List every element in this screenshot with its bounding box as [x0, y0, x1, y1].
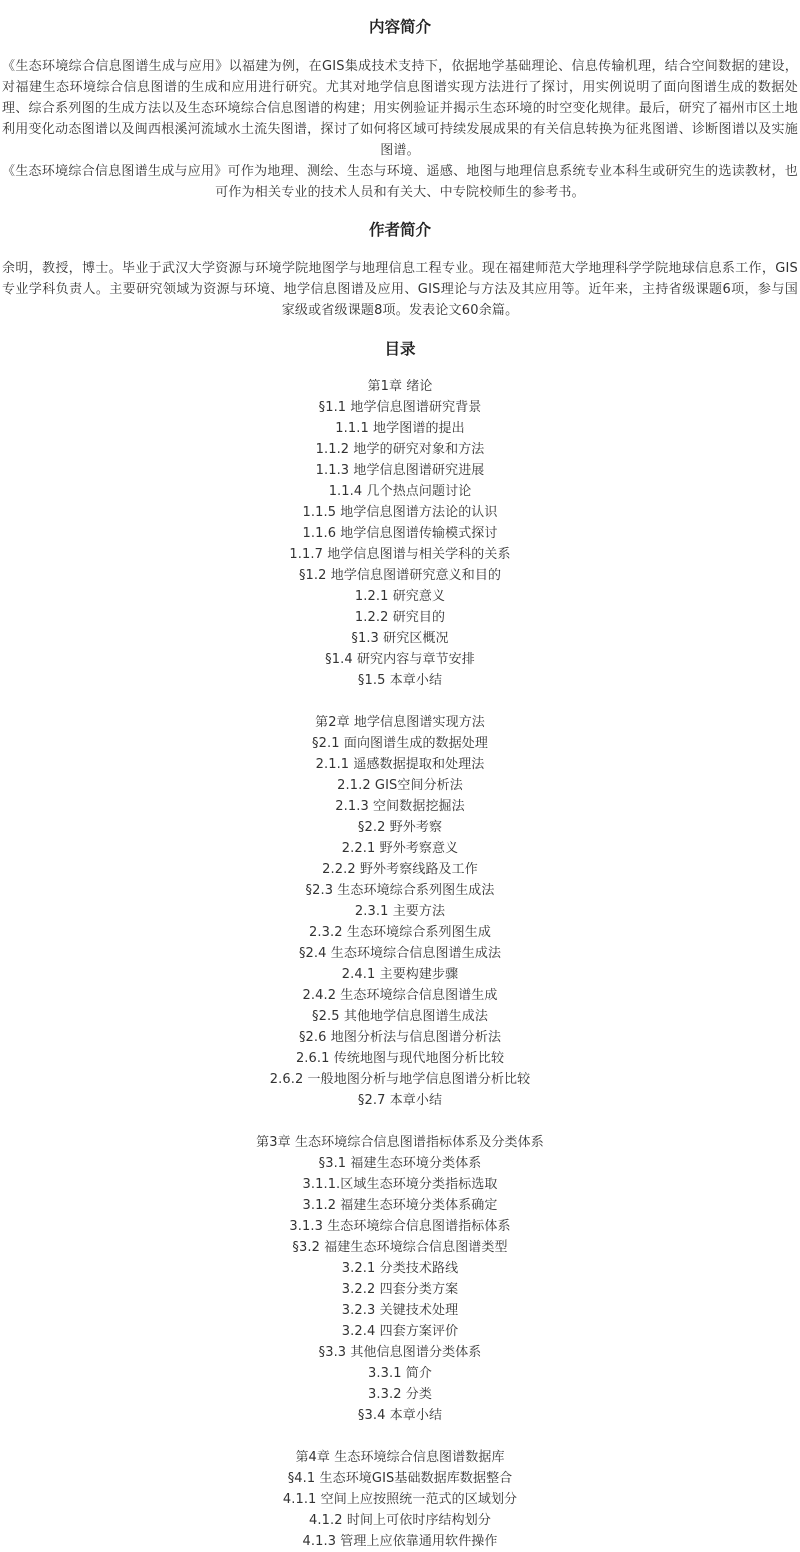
toc-entry: §4.1 生态环境GIS基础数据库数据整合 — [287, 1471, 513, 1486]
toc-entry: 3.2.1 分类技术路线 — [341, 1261, 459, 1276]
intro-paragraph-2: 《生态环境综合信息图谱生成与应用》可作为地理、测绘、生态与环境、遥感、地图与地理信息系统专业本科生或研究生的选读教材，也可作为相关专业的技术人员和有关大、中专院校师生的参考书。 — [2, 164, 798, 200]
toc-entry: 3.3.1 简介 — [367, 1366, 432, 1381]
toc-entry: 3.2.2 四套分类方案 — [341, 1282, 459, 1297]
toc-entry: 1.1.4 几个热点问题讨论 — [328, 484, 472, 499]
toc-entry: 1.1.7 地学信息图谱与相关学科的关系 — [289, 547, 511, 562]
toc-entry: 1.1.6 地学信息图谱传输模式探讨 — [302, 526, 498, 541]
toc-entry: 1.2.2 研究目的 — [354, 610, 446, 625]
toc-entry: §3.2 福建生态环境综合信息图谱类型 — [292, 1240, 508, 1255]
toc-entry: §3.1 福建生态环境分类体系 — [318, 1156, 482, 1171]
toc-chapter-title: 第1章 绪论 — [367, 379, 433, 394]
toc-entry: 2.1.1 遥感数据提取和处理法 — [315, 757, 485, 772]
toc-entry: 3.3.2 分类 — [367, 1387, 432, 1402]
toc-entry: 2.2.1 野外考察意义 — [341, 841, 459, 856]
toc-entry: 2.2.2 野外考察线路及工作 — [322, 862, 478, 877]
toc-entry: §1.3 研究区概况 — [351, 631, 449, 646]
toc-entry: 1.1.2 地学的研究对象和方法 — [315, 442, 485, 457]
table-of-contents — [2, 376, 798, 1552]
intro-section — [2, 56, 798, 203]
toc-chapter-title: 第4章 生态环境综合信息图谱数据库 — [295, 1450, 505, 1465]
toc-chapter-block — [2, 1132, 798, 1426]
toc-entry: 4.1.3 管理上应依靠通用软件操作 — [302, 1534, 498, 1549]
toc-entry: §1.2 地学信息图谱研究意义和目的 — [298, 568, 502, 583]
author-paragraph: 余明，教授，博士。毕业于武汉大学资源与环境学院地图学与地理信息工程专业。现在福建师范大学地理科学学院地球信息系工作，GIS专业学科负责人。主要研究领域为资源与环境、地学信息图谱及应用、GIS理论与方法及其应用等。近年来，主持省级课题6项，参与国家级或省级课题8项。发表论文60余篇。 — [2, 261, 798, 318]
toc-chapter-title: 第2章 地学信息图谱实现方法 — [315, 715, 485, 730]
toc-entry: 2.6.2 一般地图分析与地学信息图谱分析比较 — [269, 1072, 531, 1087]
toc-entry: 3.1.3 生态环境综合信息图谱指标体系 — [289, 1219, 511, 1234]
toc-entry: §2.7 本章小结 — [357, 1093, 443, 1108]
toc-entry: 2.6.1 传统地图与现代地图分析比较 — [295, 1051, 505, 1066]
author-section — [2, 258, 798, 321]
toc-entry: 1.1.5 地学信息图谱方法论的认识 — [302, 505, 498, 520]
toc-entry: 2.4.2 生态环境综合信息图谱生成 — [302, 988, 498, 1003]
toc-entry: §2.6 地图分析法与信息图谱分析法 — [298, 1030, 502, 1045]
toc-entry: 2.1.2 GIS空间分析法 — [337, 778, 463, 793]
toc-entry: 2.3.1 主要方法 — [354, 904, 446, 919]
toc-entry: §2.4 生态环境综合信息图谱生成法 — [298, 946, 502, 961]
intro-heading: 内容简介 — [368, 18, 431, 36]
toc-entry: 1.1.1 地学图谱的提出 — [335, 421, 465, 436]
toc-entry: 1.2.1 研究意义 — [354, 589, 446, 604]
toc-entry: 2.4.1 主要构建步骤 — [341, 967, 459, 982]
author-heading: 作者简介 — [368, 221, 431, 239]
toc-entry: 2.1.3 空间数据挖掘法 — [335, 799, 465, 814]
toc-entry: 2.3.2 生态环境综合系列图生成 — [309, 925, 491, 940]
toc-entry: 3.1.2 福建生态环境分类体系确定 — [302, 1198, 498, 1213]
toc-entry: §2.1 面向图谱生成的数据处理 — [312, 736, 488, 751]
toc-entry: 4.1.1 空间上应按照统一范式的区域划分 — [282, 1492, 518, 1507]
toc-entry: §1.5 本章小结 — [357, 673, 443, 688]
toc-entry: §3.3 其他信息图谱分类体系 — [318, 1345, 482, 1360]
toc-chapter-block — [2, 712, 798, 1111]
toc-heading: 目录 — [384, 340, 416, 358]
toc-entry: §1.4 研究内容与章节安排 — [325, 652, 475, 667]
toc-entry: §2.3 生态环境综合系列图生成法 — [305, 883, 495, 898]
intro-paragraph-1: 《生态环境综合信息图谱生成与应用》以福建为例，在GIS集成技术支持下，依据地学基础理论、信息传输机理，结合空间数据的建设，对福建生态环境综合信息图谱的生成和应用进行研究。尤其对地学信息图谱实现方法进行了探讨，用实例说明了面向图谱生成的数据处理、综合系列图的生成方法以及生态环境综合信息图谱的构建；用实例验证并揭示生态环境的时空变化规律。最后，研究了福州市区土地利用变化动态图谱以及闽西根溪河流域水土流失图谱，探讨了如何将区域可持续发展成果的有关信息转换为征兆图谱、诊断图谱以及实施图谱。 — [2, 59, 798, 158]
toc-entry: 4.1.2 时间上可依时序结构划分 — [309, 1513, 491, 1528]
toc-entry: 3.1.1.区域生态环境分类指标选取 — [302, 1177, 498, 1192]
toc-entry: 3.2.3 关键技术处理 — [341, 1303, 459, 1318]
toc-entry: §3.4 本章小结 — [357, 1408, 443, 1423]
toc-entry: 3.2.4 四套方案评价 — [341, 1324, 459, 1339]
toc-chapter-block — [2, 1447, 798, 1552]
toc-entry: §2.2 野外考察 — [357, 820, 443, 835]
toc-chapter-block — [2, 376, 798, 691]
toc-entry: §2.5 其他地学信息图谱生成法 — [312, 1009, 488, 1024]
toc-chapter-title: 第3章 生态环境综合信息图谱指标体系及分类体系 — [256, 1135, 544, 1150]
toc-entry: §1.1 地学信息图谱研究背景 — [318, 400, 482, 415]
toc-entry: 1.1.3 地学信息图谱研究进展 — [315, 463, 485, 478]
